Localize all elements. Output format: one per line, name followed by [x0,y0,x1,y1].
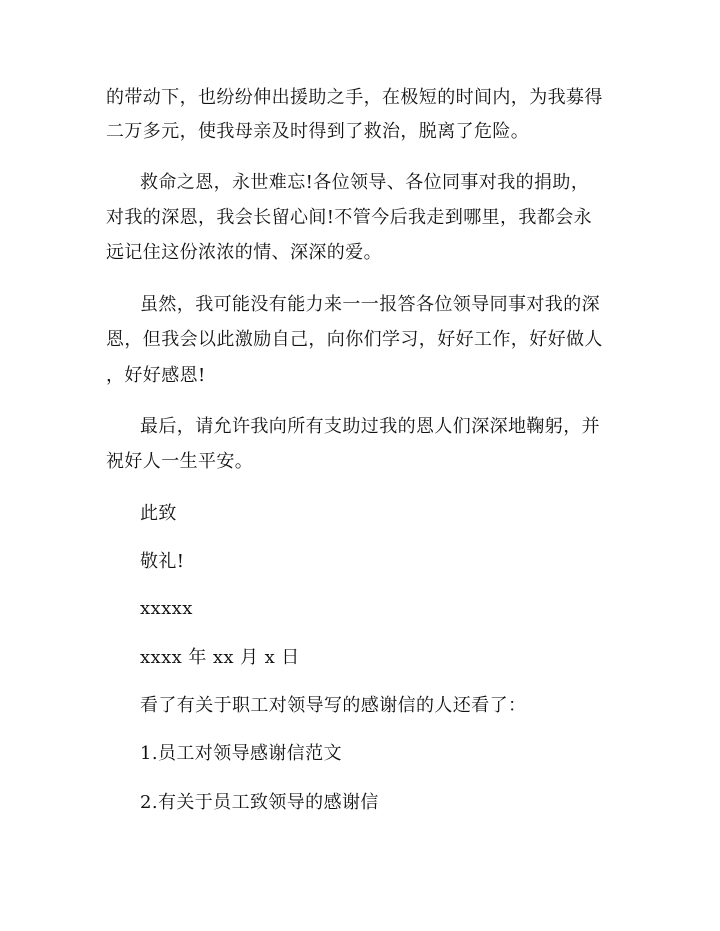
related-link-2[interactable]: 2.有关于员工致领导的感谢信 [140,792,379,813]
paragraph-3-line-3: ，好好感恩! [106,365,206,386]
paragraph-2-line-2: 对我的深恩，我会长留心间!不管今后我走到哪里，我都会永 [106,207,593,228]
paragraph-1-line-2: 二万多元，使我母亲及时得到了救治，脱离了危险。 [106,121,530,142]
respect-closing: 敬礼! [140,551,185,572]
paragraph-3-line-1: 虽然，我可能没有能力来一一报答各位领导同事对我的深 [140,294,600,315]
date: xxxx 年 xx 月 x 日 [140,647,300,668]
related-link-1[interactable]: 1.员工对领导感谢信范文 [140,743,342,764]
paragraph-2-line-3: 远记住这份浓浓的情、深深的爱。 [106,242,382,263]
signature: xxxxx [140,598,193,619]
paragraph-2-line-1: 救命之恩，永世难忘!各位领导、各位同事对我的捐助， [140,172,590,193]
related-heading: 看了有关于职工对领导写的感谢信的人还看了： [140,695,527,716]
paragraph-3-line-2: 恩，但我会以此激励自己，向你们学习，好好工作，好好做人 [106,329,603,350]
paragraph-4-line-2: 祝好人一生平安。 [106,451,254,472]
paragraph-4-line-1: 最后，请允许我向所有支助过我的恩人们深深地鞠躬，并 [140,416,600,437]
paragraph-1-line-1: 的带动下，也纷纷伸出援助之手，在极短的时间内，为我募得 [106,87,603,108]
salutation: 此致 [140,503,177,524]
